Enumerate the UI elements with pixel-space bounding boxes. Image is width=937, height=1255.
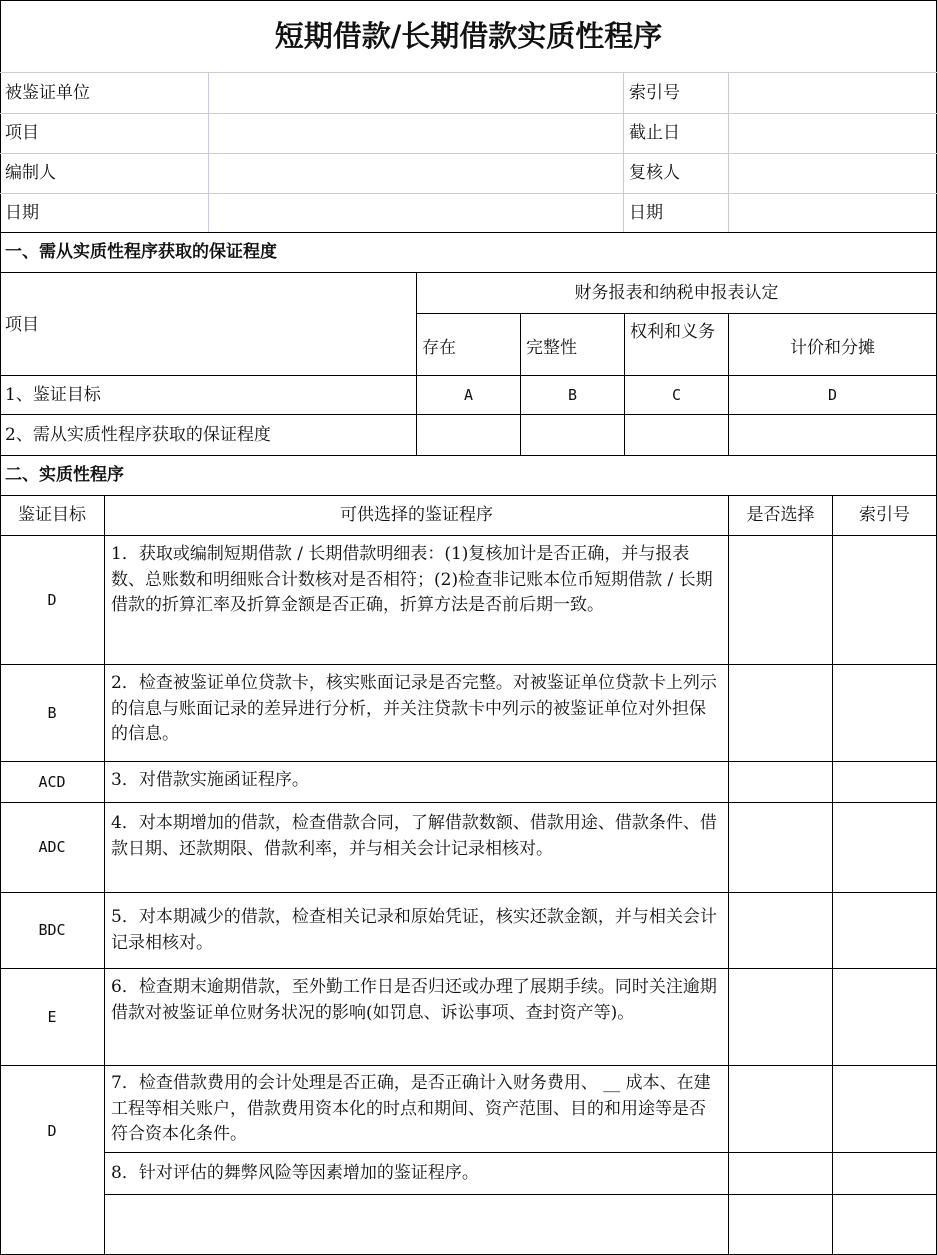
- row5-objective: BDC: [38, 921, 66, 939]
- row1-objective: D: [47, 590, 57, 609]
- row4-selected-input[interactable]: [729, 803, 832, 892]
- row7-selected-input[interactable]: [729, 1066, 832, 1152]
- index-label: 索引号: [629, 82, 680, 103]
- row4-objective: ADC: [38, 838, 66, 856]
- row8-index-input[interactable]: [833, 1153, 936, 1194]
- row2-index-input[interactable]: [833, 665, 936, 761]
- assurance-existence-input[interactable]: [417, 415, 520, 455]
- row2-selected-input[interactable]: [729, 665, 832, 761]
- row8-selected-input[interactable]: [729, 1153, 832, 1194]
- row3-index-input[interactable]: [833, 762, 936, 802]
- date-label-left: 日期: [5, 202, 39, 223]
- reviewer-label: 复核人: [629, 163, 680, 183]
- objective-c: C: [671, 385, 682, 404]
- row4-procedure: 4．对本期增加的借款，检查借款合同，了解借款数额、借款用途、借款条件、借款日期、还款期限、借款利率，并与相关会计记录相核对。: [111, 813, 717, 859]
- item-field[interactable]: [209, 114, 623, 153]
- page-title: 短期借款/长期借款实质性程序: [274, 18, 663, 53]
- row1-procedure: 1．获取或编制短期借款 / 长期借款明细表：(1)复核加计是否正确，并与报表数、总账数和明细账合计数核对是否相符；(2)检查非记账本位币短期借款 / 长期借款的折算汇率及折算金额是否正确，折算方法是否前后期一致。: [111, 544, 713, 615]
- reviewer-field[interactable]: [729, 154, 936, 193]
- objective-d: D: [827, 385, 838, 404]
- row7-objective: D: [47, 1122, 57, 1140]
- row4-index-input[interactable]: [833, 803, 936, 892]
- section1-item-label: 项目: [5, 315, 39, 335]
- assertion-existence: 存在: [422, 338, 456, 358]
- date-field-right[interactable]: [729, 194, 936, 232]
- col-procedure-header: 可供选择的鉴证程序: [340, 505, 493, 525]
- objective-b: B: [567, 385, 578, 404]
- row9-selected-input[interactable]: [729, 1195, 832, 1254]
- objective-row-label: 1、鉴证目标: [5, 384, 101, 405]
- section1-heading: 一、需从实质性程序获取的保证程度: [5, 242, 277, 262]
- row1-index-input[interactable]: [833, 536, 936, 664]
- row6-selected-input[interactable]: [729, 969, 832, 1065]
- row6-index-input[interactable]: [833, 969, 936, 1065]
- item-label: 项目: [5, 123, 39, 143]
- row8-procedure: 8．针对评估的舞弊风险等因素增加的鉴证程序。: [111, 1163, 479, 1183]
- row7-index-input[interactable]: [833, 1066, 936, 1152]
- section2-heading: 二、实质性程序: [5, 465, 124, 485]
- date-field-left[interactable]: [209, 194, 623, 232]
- row2-procedure: 2．检查被鉴证单位贷款卡，核实账面记录是否完整。对被鉴证单位贷款卡上列示的信息与账面记录的差异进行分析，并关注贷款卡中列示的被鉴证单位对外担保的信息。: [111, 673, 717, 744]
- row3-selected-input[interactable]: [729, 762, 832, 802]
- col-objective-header: 鉴证目标: [18, 505, 86, 525]
- col-selected-header: 是否选择: [746, 505, 815, 525]
- row5-index-input[interactable]: [833, 893, 936, 968]
- objective-a: A: [463, 385, 474, 404]
- date-label-right: 日期: [629, 202, 663, 223]
- assertion-completeness: 完整性: [526, 338, 577, 358]
- assurance-completeness-input[interactable]: [521, 415, 624, 455]
- row6-procedure: 6．检查期末逾期借款，至外勤工作日是否归还或办理了展期手续。同时关注逾期借款对被鉴证单位财务状况的影响(如罚息、诉讼事项、查封资产等)。: [111, 977, 717, 1023]
- row2-objective: B: [47, 703, 57, 722]
- row3-procedure: 3．对借款实施函证程序。: [111, 770, 309, 790]
- col-index-header: 索引号: [859, 505, 910, 525]
- assertion-valuation: 计价和分摊: [790, 338, 875, 358]
- assurance-row-label: 2、需从实质性程序获取的保证程度: [5, 424, 271, 445]
- preparer-label: 编制人: [5, 163, 56, 183]
- assurance-valuation-input[interactable]: [729, 415, 936, 455]
- assertion-group-header: 财务报表和纳税申报表认定: [574, 282, 779, 303]
- row6-objective: E: [47, 1007, 57, 1026]
- row7-procedure: 7．检查借款费用的会计处理是否正确，是否正确计入财务费用、 __ 成本、在建工程等相关账户，借款费用资本化的时点和期间、资产范围、目的和用途等是否符合资本化条件。: [111, 1073, 711, 1144]
- row9-procedure-input[interactable]: [105, 1195, 728, 1254]
- preparer-field[interactable]: [209, 154, 623, 193]
- row9-index-input[interactable]: [833, 1195, 936, 1254]
- row5-selected-input[interactable]: [729, 893, 832, 968]
- entity-field[interactable]: [209, 73, 623, 113]
- assertion-rights-obligations: 权利和义务: [630, 322, 715, 342]
- cutoff-label: 截止日: [629, 123, 680, 143]
- row1-selected-input[interactable]: [729, 536, 832, 664]
- assurance-rights-input[interactable]: [625, 415, 728, 455]
- index-field[interactable]: [729, 73, 936, 113]
- entity-label: 被鉴证单位: [5, 82, 90, 103]
- cutoff-field[interactable]: [729, 114, 936, 153]
- row5-procedure: 5．对本期减少的借款，检查相关记录和原始凭证，核实还款金额，并与相关会计记录相核对。: [111, 907, 717, 953]
- row3-objective: ACD: [38, 772, 66, 791]
